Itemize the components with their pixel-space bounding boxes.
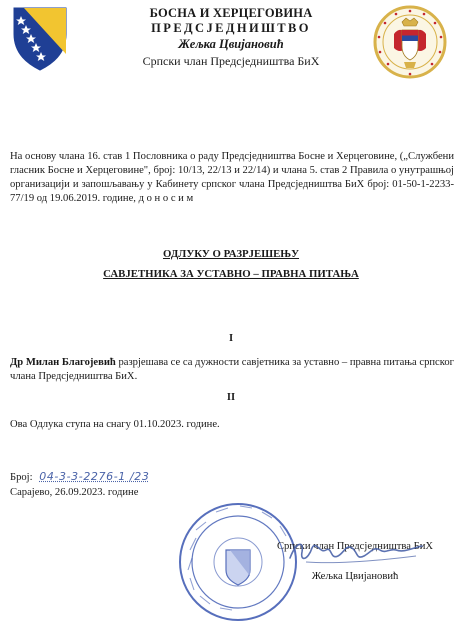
document-number: [10, 470, 150, 485]
header-member-name: Жељка Цвијановић: [178, 37, 284, 51]
header-country: БОСНА И ХЕРЦЕГОВИНА: [149, 6, 313, 20]
dismissed-person-name: Др Милан Благојевић: [10, 357, 116, 368]
section-1-body: разрјешава се са дужности савјетника за уставно – правна питања српског члана Предсједништва БиХ.: [10, 357, 454, 382]
place-and-date: Сарајево, 26.09.2023. године: [10, 487, 139, 498]
republika-srpska-emblem-icon: [372, 4, 448, 80]
header-institution: ПРЕДСЈЕДНИШТВО: [151, 21, 311, 35]
bih-coat-of-arms-icon: [12, 6, 68, 72]
section-number-1: I: [228, 333, 234, 344]
official-stamp-icon: [176, 500, 300, 624]
signatory-title: Српски члан Предсједништва БиХ: [276, 541, 434, 552]
document-number-label: Број:: [10, 472, 33, 483]
handwritten-signature: [286, 534, 426, 568]
section-2-text: Ова Одлука ступа на снагу 01.10.2023. године.: [10, 419, 220, 430]
decision-title: ОДЛУКУ О РАЗРЈЕШЕЊУ: [162, 248, 300, 260]
section-number-2: II: [226, 392, 236, 403]
document-number-value: 04-3-3-2276-1 /23: [39, 470, 150, 483]
header-member-title: Српски члан Предсједништва БиХ: [142, 54, 320, 68]
section-1-text: [10, 356, 454, 384]
decision-subtitle: САВЈЕТНИКА ЗА УСТАВНО – ПРАВНА ПИТАЊА: [103, 268, 359, 280]
signatory-name: Жељка Цвијановић: [311, 571, 399, 582]
preamble-paragraph: На основу члана 16. став 1 Пословника о раду Предсједништва Босне и Херцеговине, („Службени гласник Босне и Херцеговине", број: 10/13, 22/13 и 22/14) и члана 5. став 2 Правила о унутрашњој организацији и запошљавању у Кабинету српског члана Предсједништва БиХ број: 01-50-1-2233-77/19 од 19.06.2019. године, д о н о с и м: [10, 151, 454, 204]
